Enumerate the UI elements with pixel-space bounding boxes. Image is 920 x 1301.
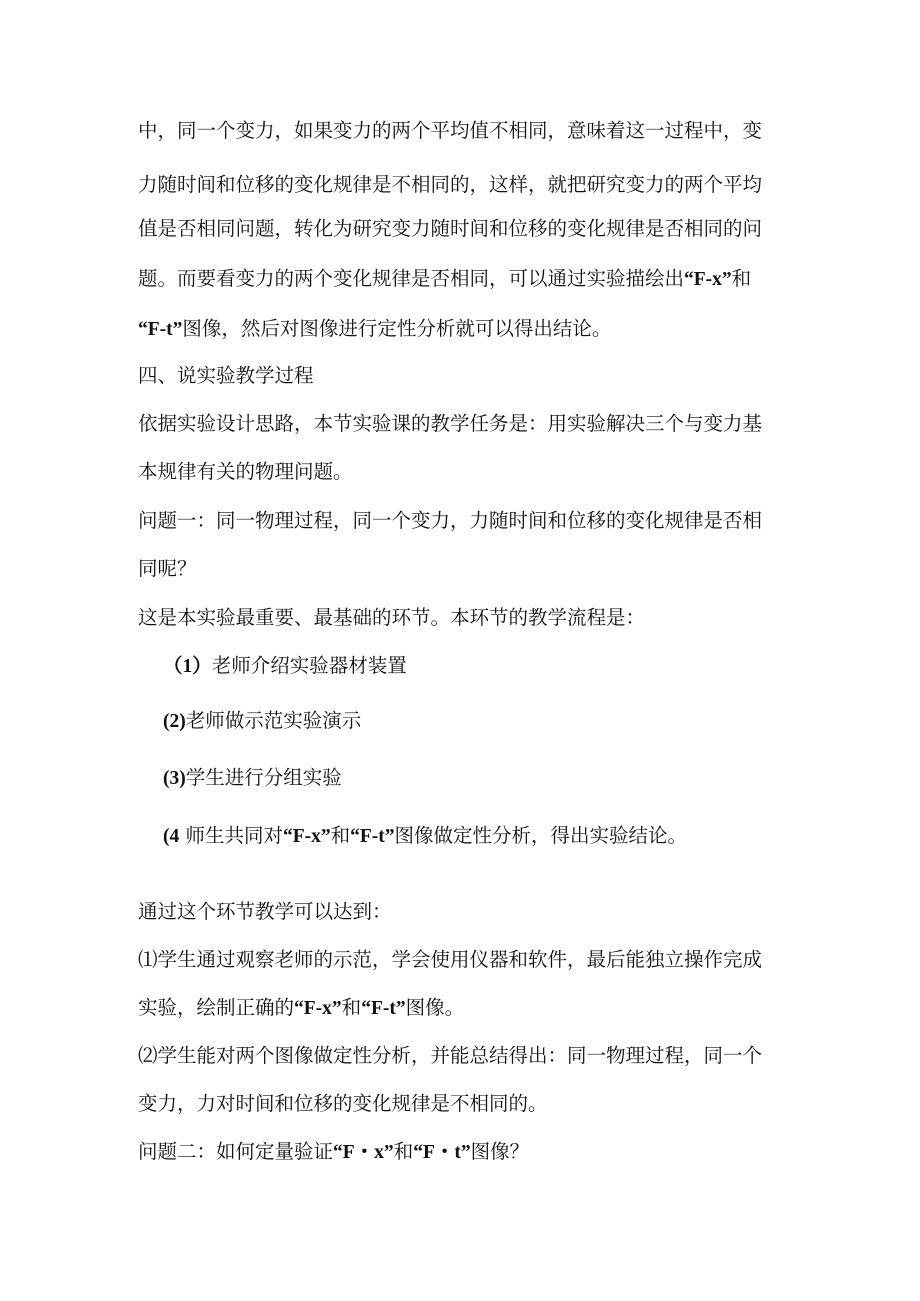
step-item: (4 师生共同对“F-x”和“F-t”图像做定性分析，得出实验结论。 xyxy=(163,824,688,847)
intro-line: 中，同一个变力，如果变力的两个平均值不相同，意味着这一过程中，变 xyxy=(138,119,763,142)
outcome-line: ⑵学生能对两个图像做定性分析，并能总结得出：同一物理过程，同一个 xyxy=(138,1044,763,1067)
outcome-line: 变力，力对时间和位移的变化规律是不相同的。 xyxy=(138,1092,548,1115)
section-heading: 四、说实验教学过程 xyxy=(138,364,314,387)
intro-line: 题。而要看变力的两个变化规律是否相同，可以通过实验描绘出“F-x”和 xyxy=(138,267,752,290)
step-item: (2)老师做示范实验演示 xyxy=(163,709,362,732)
outcome-line: 实验，绘制正确的“F-x”和“F-t”图像。 xyxy=(138,996,465,1019)
flow-intro: 这是本实验最重要、最基础的环节。本环节的教学流程是： xyxy=(138,606,646,629)
task-line: 本规律有关的物理问题。 xyxy=(138,460,353,483)
intro-line: “F-t”图像，然后对图像进行定性分析就可以得出结论。 xyxy=(138,317,612,340)
question-two: 问题二：如何定量验证“F・x”和“F・t”图像？ xyxy=(138,1140,530,1163)
question-one-line: 问题一：同一物理过程，同一个变力，力随时间和位移的变化规律是否相 xyxy=(138,509,763,532)
question-one-line: 同呢？ xyxy=(138,557,197,580)
step-item: （1）老师介绍实验器材装置 xyxy=(163,654,407,677)
intro-line: 值是否相同问题，转化为研究变力随时间和位移的变化规律是否相同的问 xyxy=(138,217,763,240)
outcome-line: ⑴学生通过观察老师的示范，学会使用仪器和软件，最后能独立操作完成 xyxy=(138,948,763,971)
achieve-intro: 通过这个环节教学可以达到： xyxy=(138,900,392,923)
task-line: 依据实验设计思路，本节实验课的教学任务是：用实验解决三个与变力基 xyxy=(138,412,763,435)
step-item: (3)学生进行分组实验 xyxy=(163,766,342,789)
intro-line: 力随时间和位移的变化规律是不相同的，这样，就把研究变力的两个平均 xyxy=(138,173,763,196)
